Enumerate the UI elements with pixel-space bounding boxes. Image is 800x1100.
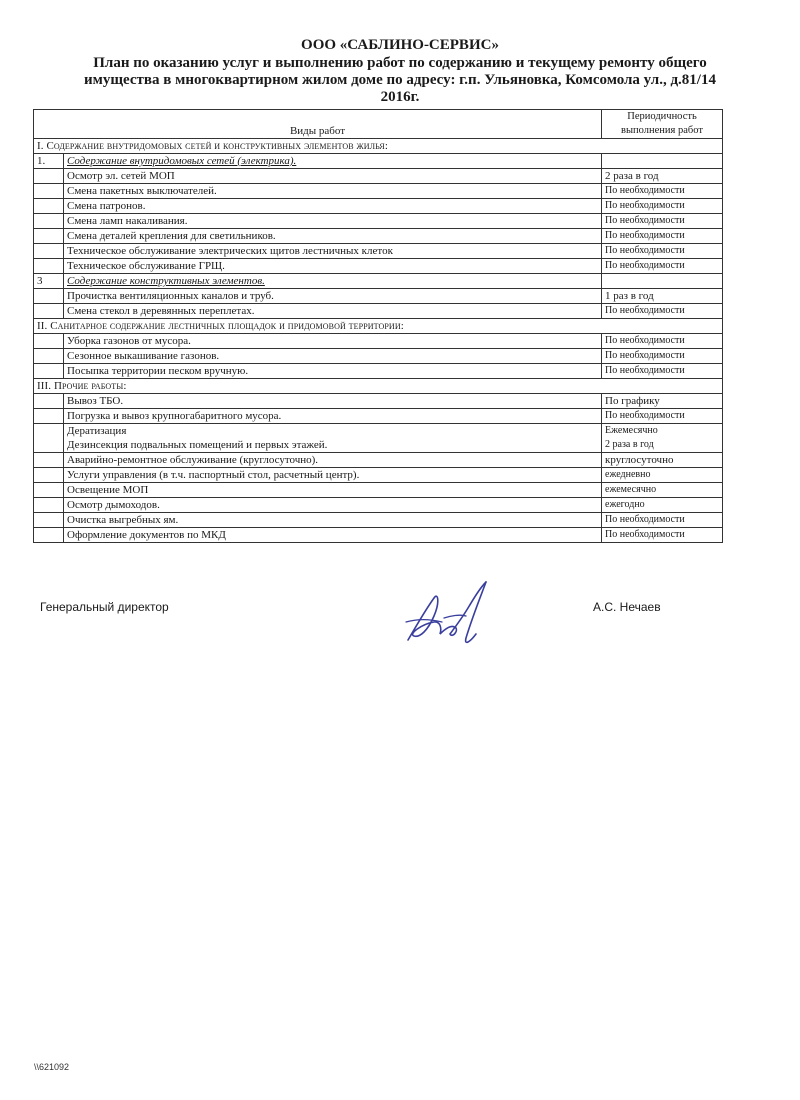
table-row: [34, 349, 723, 364]
section-row: [34, 319, 723, 334]
row-number: [34, 184, 64, 199]
work-type-line: Дезинсекция подвальных помещений и первых этажей.: [67, 439, 328, 451]
frequency-cell: По необходимости: [602, 304, 723, 319]
work-type-cell: Услуги управления (в т.ч. паспортный стол, расчетный центр).: [64, 468, 602, 483]
handwritten-signature: [400, 578, 510, 658]
table-row: [34, 289, 723, 304]
frequency-cell: По необходимости: [602, 199, 723, 214]
document-code: \\621092: [34, 1062, 70, 1072]
column-header-work-types: Виды работ: [34, 110, 602, 139]
frequency-cell: круглосуточно: [602, 453, 723, 468]
works-plan-table: [33, 109, 723, 543]
title-line-1: План по оказанию услуг и выполнению работ по содержанию и текущему ремонту общего: [93, 55, 707, 71]
work-type-cell: Техническое обслуживание ГРЩ.: [64, 259, 602, 274]
work-type-cell: Сезонное выкашивание газонов.: [64, 349, 602, 364]
work-type-cell: Осмотр эл. сетей МОП: [64, 169, 602, 184]
table-body: [34, 139, 723, 543]
row-number: [34, 409, 64, 424]
frequency-cell: По необходимости: [602, 229, 723, 244]
table-row: [34, 483, 723, 498]
signatory-role: Генеральный директор: [40, 600, 169, 614]
table-row: [34, 244, 723, 259]
table-row: [34, 229, 723, 244]
section-heading: III. Прочие работы:: [34, 379, 723, 394]
frequency-cell: По необходимости: [602, 364, 723, 379]
frequency-cell: По необходимости: [602, 513, 723, 528]
frequency-cell: По необходимости: [602, 214, 723, 229]
section-row: [34, 379, 723, 394]
subsection-title: Содержание конструктивных элементов.: [64, 274, 602, 289]
work-type-cell: Смена деталей крепления для светильников.: [64, 229, 602, 244]
work-type-line: Дератизация: [67, 425, 127, 437]
work-type-cell: Оформление документов по МКД: [64, 528, 602, 543]
frequency-cell: По необходимости: [602, 349, 723, 364]
row-number: [34, 498, 64, 513]
frequency-cell: [602, 274, 723, 289]
section-heading: I. Содержание внутридомовых сетей и конструктивных элементов жилья:: [34, 139, 723, 154]
work-type-cell: Аварийно-ремонтное обслуживание (круглосуточно).: [64, 453, 602, 468]
subsection-title: Содержание внутридомовых сетей (электрика).: [64, 154, 602, 169]
row-number: [34, 483, 64, 498]
row-number: [34, 394, 64, 409]
work-type-cell: Техническое обслуживание электрических щитов лестничных клеток: [64, 244, 602, 259]
table-row: [34, 394, 723, 409]
row-number: [34, 259, 64, 274]
work-type-cell: [64, 424, 602, 453]
work-type-cell: Вывоз ТБО.: [64, 394, 602, 409]
table-row: [34, 409, 723, 424]
row-number: [34, 214, 64, 229]
work-type-cell: Посыпка территории песком вручную.: [64, 364, 602, 379]
frequency-cell: 2 раза в год: [602, 169, 723, 184]
frequency-cell: По необходимости: [602, 409, 723, 424]
row-number: [34, 169, 64, 184]
subsection-row: [34, 154, 723, 169]
table-row: [34, 169, 723, 184]
table-row: [34, 214, 723, 229]
row-number: [34, 289, 64, 304]
signatory-name: А.С. Нечаев: [593, 600, 661, 614]
work-type-cell: Прочистка вентиляционных каналов и труб.: [64, 289, 602, 304]
company-name: ООО «САБЛИНО-СЕРВИС»: [301, 37, 499, 53]
work-type-cell: Осмотр дымоходов.: [64, 498, 602, 513]
subsection-row: [34, 274, 723, 289]
table-row: [34, 513, 723, 528]
frequency-line: 2 раза в год: [605, 439, 654, 450]
work-type-cell: Смена патронов.: [64, 199, 602, 214]
frequency-cell: ежедневно: [602, 468, 723, 483]
frequency-cell: ежегодно: [602, 498, 723, 513]
section-heading: II. Санитарное содержание лестничных площадок и придомовой территории:: [34, 319, 723, 334]
document-title: [40, 37, 760, 106]
title-year: 2016г.: [380, 89, 420, 105]
row-number: [34, 229, 64, 244]
frequency-cell: По необходимости: [602, 259, 723, 274]
table-row: [34, 424, 723, 453]
work-type-cell: Освещение МОП: [64, 483, 602, 498]
table-row: [34, 259, 723, 274]
column-header-frequency: Периодичность выполнения работ: [602, 110, 723, 139]
row-number: [34, 513, 64, 528]
table-row: [34, 468, 723, 483]
signature-block: [40, 598, 720, 658]
table-row: [34, 334, 723, 349]
table-row: [34, 528, 723, 543]
table-row: [34, 199, 723, 214]
table-row: [34, 304, 723, 319]
section-row: [34, 139, 723, 154]
table-row: [34, 498, 723, 513]
work-type-cell: Очистка выгребных ям.: [64, 513, 602, 528]
subsection-number: 3: [34, 274, 64, 289]
frequency-cell: По необходимости: [602, 244, 723, 259]
title-line-2: имущества в многоквартирном жилом доме по адресу: г.п. Ульяновка, Комсомола ул., д.81/14: [84, 72, 716, 88]
row-number: [34, 199, 64, 214]
frequency-cell: По графику: [602, 394, 723, 409]
work-type-cell: Смена пакетных выключателей.: [64, 184, 602, 199]
row-number: [34, 334, 64, 349]
frequency-cell: По необходимости: [602, 334, 723, 349]
row-number: [34, 468, 64, 483]
table-row: [34, 184, 723, 199]
frequency-cell: [602, 424, 723, 453]
frequency-cell: По необходимости: [602, 184, 723, 199]
frequency-line: Ежемесячно: [605, 425, 658, 436]
row-number: [34, 424, 64, 453]
frequency-cell: ежемесячно: [602, 483, 723, 498]
work-type-cell: Смена ламп накаливания.: [64, 214, 602, 229]
frequency-cell: 1 раз в год: [602, 289, 723, 304]
work-type-cell: Погрузка и вывоз крупногабаритного мусора.: [64, 409, 602, 424]
row-number: [34, 349, 64, 364]
work-type-cell: Уборка газонов от мусора.: [64, 334, 602, 349]
row-number: [34, 364, 64, 379]
subsection-number: 1.: [34, 154, 64, 169]
table-row: [34, 453, 723, 468]
row-number: [34, 244, 64, 259]
frequency-cell: [602, 154, 723, 169]
table-header-row: [34, 110, 723, 139]
frequency-cell: По необходимости: [602, 528, 723, 543]
table-row: [34, 364, 723, 379]
row-number: [34, 304, 64, 319]
row-number: [34, 453, 64, 468]
row-number: [34, 528, 64, 543]
work-type-cell: Смена стекол в деревянных переплетах.: [64, 304, 602, 319]
